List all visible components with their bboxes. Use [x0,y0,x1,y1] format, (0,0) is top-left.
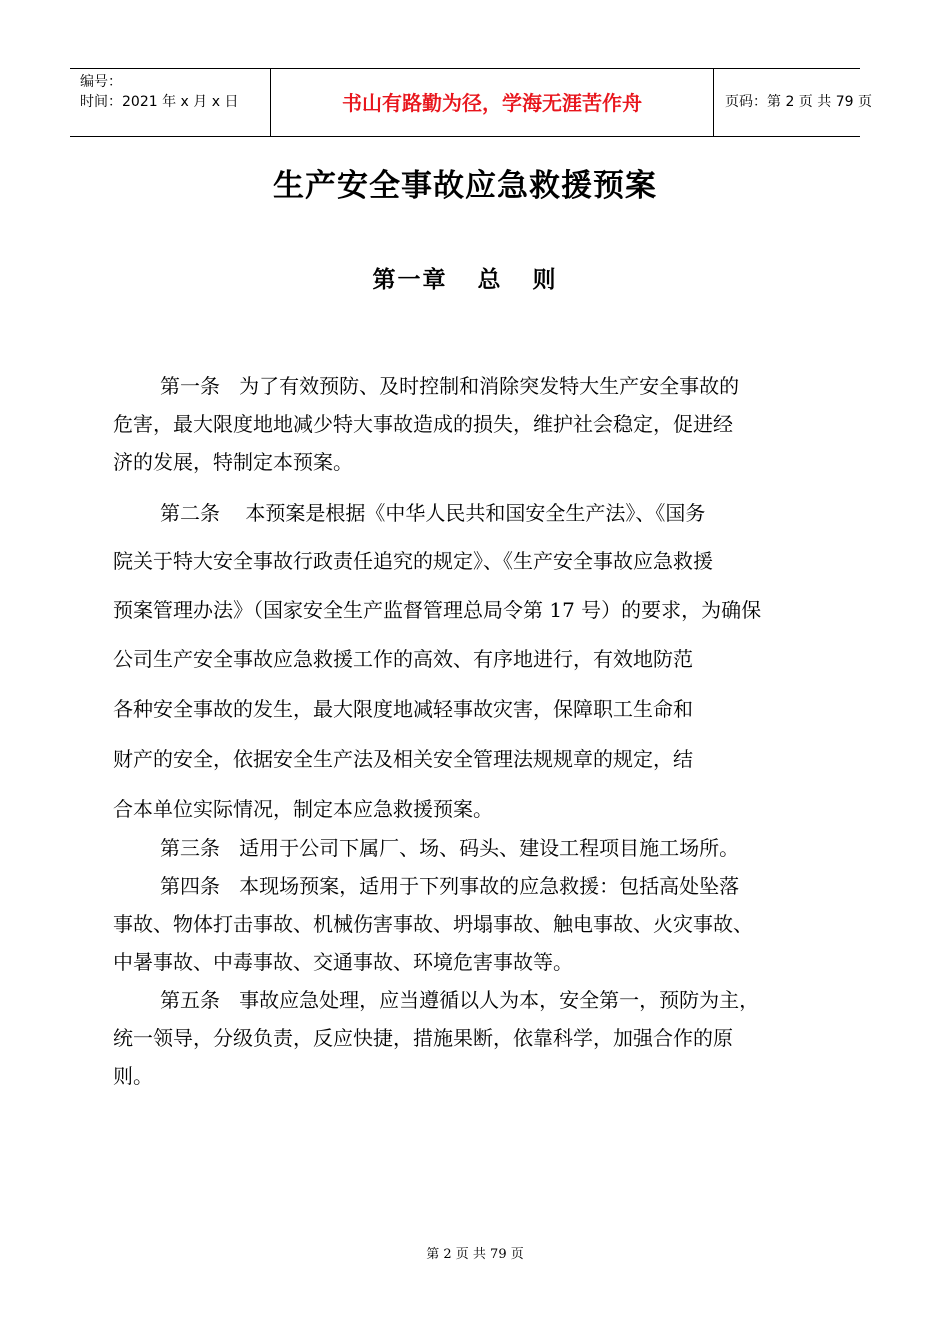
body-line: 危害，最大限度地地减少特大事故造成的损失，维护社会稳定，促进经 [113,412,733,436]
page-header [70,68,872,137]
chapter-heading: 第一章 总 则 [372,266,558,293]
header-motto: 书山有路勤为径，学海无涯苦作舟 [342,91,642,115]
body-line: 合本单位实际情况，制定本应急救援预案。 [113,797,493,821]
body-line: 预案管理办法》（国家安全生产监督管理总局令第 17 号）的要求，为确保 [113,598,762,622]
body-line: 院关于特大安全事故行政责任追究的规定》、《生产安全事故应急救援 [113,549,713,573]
header-page-info: 页码：第 2 页 共 79 页 [725,94,872,110]
body-line: 中暑事故、中毒事故、交通事故、环境危害事故等。 [113,950,573,974]
header-meta-cell [70,69,270,136]
body-line: 第四条 本现场预案，适用于下列事故的应急救援：包括高处坠落 [160,874,740,898]
page-footer: 第 2 页 共 79 页 [426,1247,524,1262]
body-line: 第三条 适用于公司下属厂、场、码头、建设工程项目施工场所。 [160,836,740,860]
document-date: 时间：2021 年 x 月 x 日 [80,94,239,110]
header-page-cell [713,69,872,136]
document-number-label: 编号： [80,74,122,90]
body-line: 公司生产安全事故应急救援工作的高效、有序地进行，有效地防范 [113,647,693,671]
body-line: 统一领导，分级负责，反应快捷，措施果断，依靠科学，加强合作的原 [113,1026,733,1050]
header-motto-cell [270,69,714,136]
body-line: 济的发展，特制定本预案。 [113,450,353,474]
body-line: 事故、物体打击事故、机械伤害事故、坍塌事故、触电事故、火灾事故、 [113,912,753,936]
body-line: 第一条 为了有效预防、及时控制和消除突发特大生产安全事故的 [160,374,740,398]
body-line: 各种安全事故的发生，最大限度地减轻事故灾害，保障职工生命和 [113,697,693,721]
document-title: 生产安全事故应急救援预案 [273,168,657,204]
body-line: 第二条 本预案是根据《中华人民共和国安全生产法》、《国务 [160,501,706,525]
body-line: 第五条 事故应急处理，应当遵循以人为本，安全第一，预防为主， [160,988,760,1012]
body-line: 则。 [113,1064,153,1088]
body-line: 财产的安全，依据安全生产法及相关安全管理法规规章的规定，结 [113,747,693,771]
